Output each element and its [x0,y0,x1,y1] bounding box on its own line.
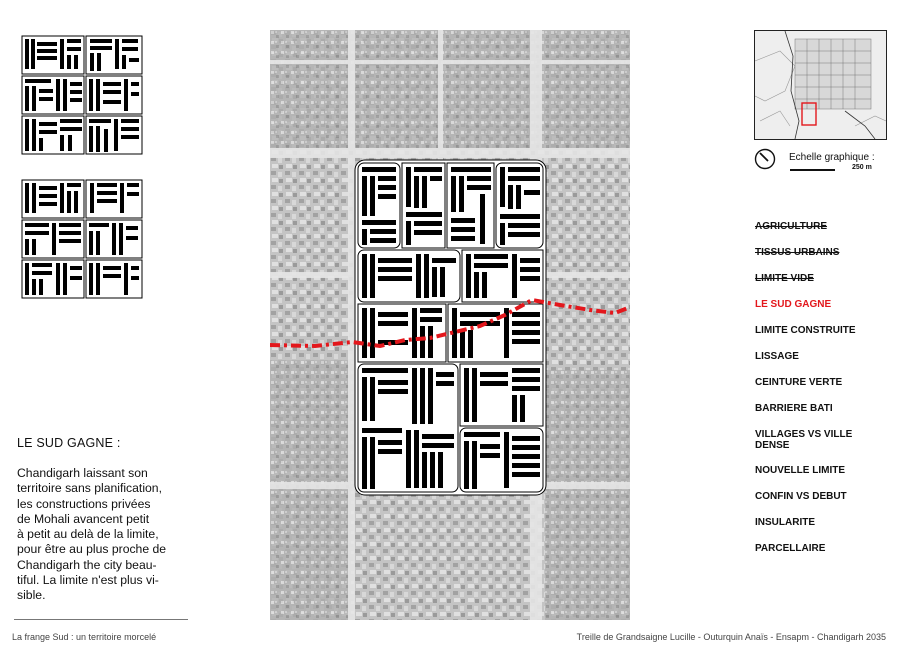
footer-caption: La frange Sud : un territoire morcelé [12,632,157,642]
menu-item-ceinture-verte[interactable]: CEINTURE VERTE [755,377,843,388]
menu-item-limite-construite[interactable]: LIMITE CONSTRUITE [755,325,856,336]
menu-item-confin-vs-debut[interactable]: CONFIN VS DEBUT [755,491,847,502]
menu-item-nouvelle-limite[interactable]: NOUVELLE LIMITE [755,465,845,476]
section-description: Chandigarh laissant son territoire sans planification, les constructions privées de Mohali avancent petit à petit au delà de la limite, pour être au plus proche de Chandigarh the city beau- tiful. La limite n'est plus vi- sible. [17,466,167,603]
scale-label: Echelle graphique : [789,152,875,163]
locator-map[interactable] [754,30,887,140]
section-heading: LE SUD GAGNE : [17,436,121,450]
footer-credits: Treille de Grandsaigne Lucille - Outurquin Anaïs - Ensapm - Chandigarh 2035 [576,632,886,642]
menu-item-villages-vs-ville-dense[interactable]: VILLAGES VS VILLE DENSE [755,429,853,451]
chapter-menu [755,221,895,569]
north-compass-icon [754,148,776,170]
divider [14,619,188,620]
sector-diagram-thumbnail-1 [20,34,144,156]
menu-item-le-sud-gagne[interactable]: LE SUD GAGNE [755,299,832,310]
scale-bar [790,169,835,171]
aerial-map-view[interactable] [270,30,630,620]
menu-item-limite-vide[interactable]: LIMITE VIDE [755,273,814,284]
menu-item-barriere-bati[interactable]: BARRIERE BATI [755,403,833,414]
menu-item-tissus-urbains[interactable]: TISSUS URBAINS [755,247,840,258]
menu-item-agriculture[interactable]: AGRICULTURE [755,221,828,232]
sector-diagram-thumbnail-2 [20,178,144,300]
menu-item-parcellaire[interactable]: PARCELLAIRE [755,543,826,554]
menu-item-lissage[interactable]: LISSAGE [755,351,799,362]
scale-value: 250 m [852,164,872,171]
menu-item-insularite[interactable]: INSULARITE [755,517,815,528]
